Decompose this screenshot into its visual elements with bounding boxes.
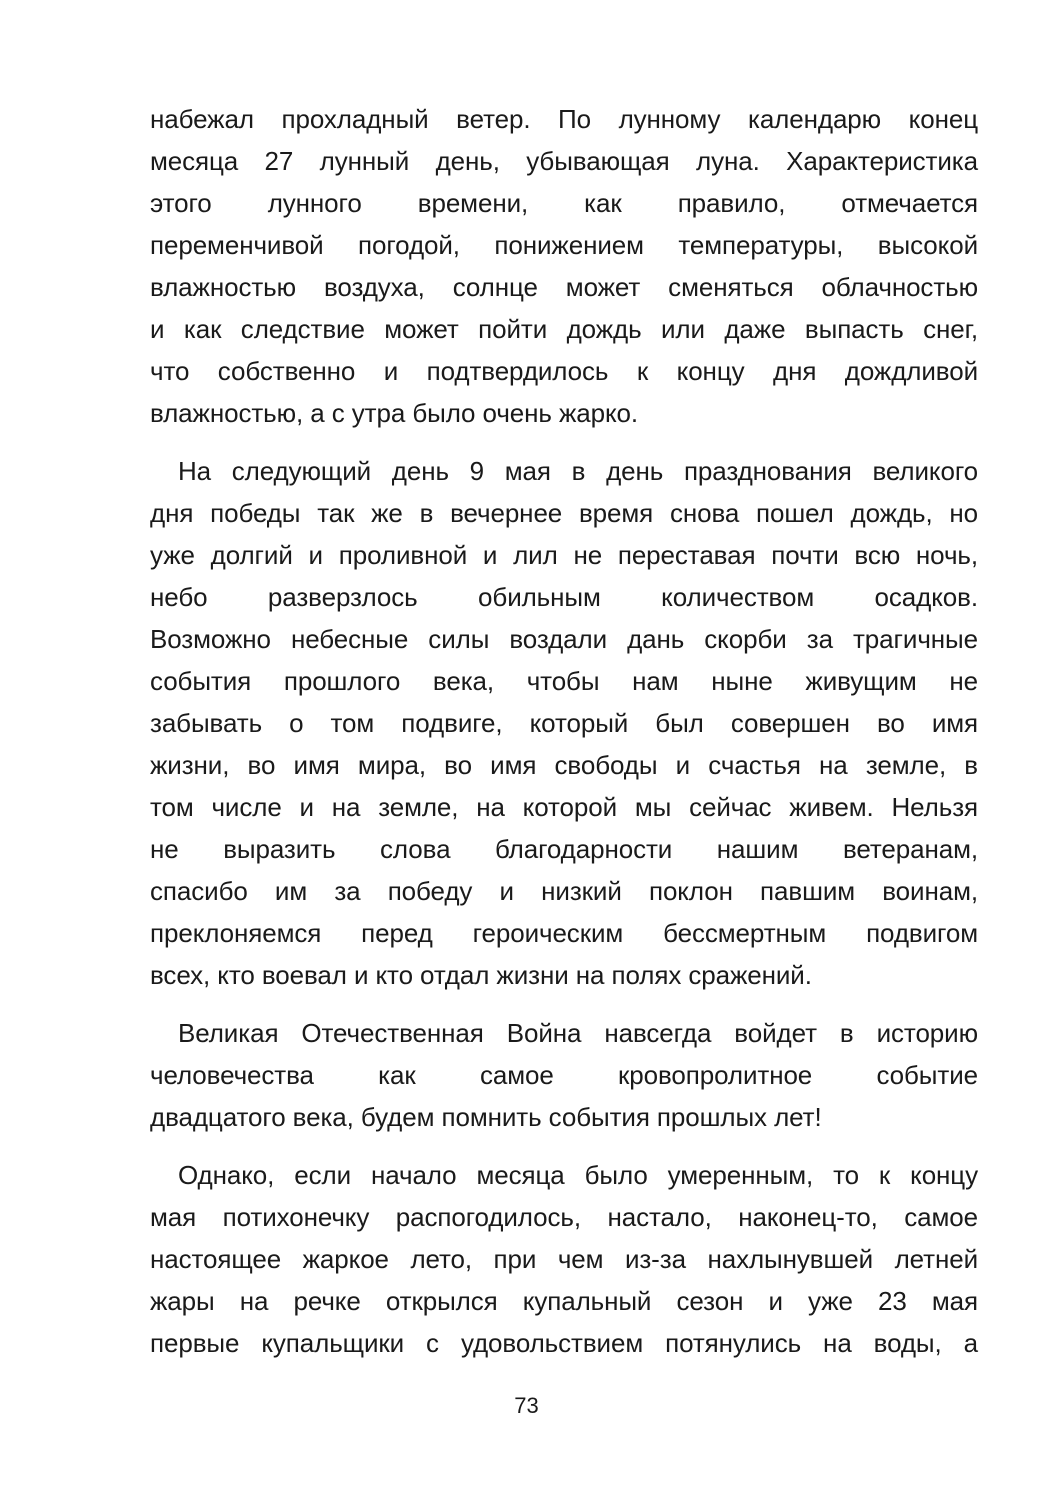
text-line: Однако, если начало месяца было умеренным, то к концу (178, 1160, 978, 1190)
text-line: жизни, во имя мира, во имя свободы и счастья на земле, в (150, 750, 978, 780)
text-line: первые купальщики с удовольствием потянулись на воды, а (150, 1328, 978, 1358)
text-line: месяца 27 лунный день, убывающая луна. Характеристика (150, 146, 978, 176)
text-line: события прошлого века, чтобы нам ныне живущим не (150, 666, 978, 696)
text-line: Великая Отечественная Война навсегда войдет в историю (178, 1018, 978, 1048)
paragraph (150, 450, 978, 996)
paragraph (150, 98, 978, 434)
text-line: набежал прохладный ветер. По лунному календарю конец (150, 104, 978, 134)
text-line: всех, кто воевал и кто отдал жизни на полях сражений. (150, 960, 812, 990)
page-number: 73 (514, 1393, 539, 1418)
text-line: влажностью воздуха, солнце может сменяться облачностью (150, 272, 978, 302)
paragraphs-container (150, 98, 978, 1364)
text-line: На следующий день 9 мая в день празднования великого (178, 456, 978, 486)
text-block (150, 98, 978, 1380)
text-line: Возможно небесные силы воздали дань скорби за трагичные (150, 624, 978, 654)
text-line: и как следствие может пойти дождь или даже выпасть снег, (150, 314, 978, 344)
text-line: этого лунного времени, как правило, отмечается (150, 188, 978, 218)
text-line: преклоняемся перед героическим бессмертным подвигом (150, 918, 978, 948)
text-line: спасибо им за победу и низкий поклон павшим воинам, (150, 876, 978, 906)
text-line: переменчивой погодой, понижением температуры, высокой (150, 230, 978, 260)
text-line: что собственно и подтвердилось к концу дня дождливой (150, 356, 978, 386)
text-line: не выразить слова благодарности нашим ветеранам, (150, 834, 978, 864)
text-line: влажностью, а с утра было очень жарко. (150, 398, 639, 428)
paragraph (150, 1012, 978, 1138)
text-line: дня победы так же в вечернее время снова пошел дождь, но (150, 498, 978, 528)
text-line: жары на речке открылся купальный сезон и уже 23 мая (150, 1286, 978, 1316)
text-line: двадцатого века, будем помнить события прошлых лет! (150, 1102, 822, 1132)
paragraph (150, 1154, 978, 1364)
text-line: том числе и на земле, на которой мы сейчас живем. Нельзя (150, 792, 978, 822)
text-line: небо разверзлось обильным количеством осадков. (150, 582, 978, 612)
text-line: забывать о том подвиге, который был совершен во имя (150, 708, 978, 738)
text-line: человечества как самое кровопролитное событие (150, 1060, 978, 1090)
text-line: мая потихонечку распогодилось, настало, наконец-то, самое (150, 1202, 978, 1232)
text-line: уже долгий и проливной и лил не переставая почти всю ночь, (150, 540, 978, 570)
text-line: настоящее жаркое лето, при чем из-за нахлынувшей летней (150, 1244, 978, 1274)
